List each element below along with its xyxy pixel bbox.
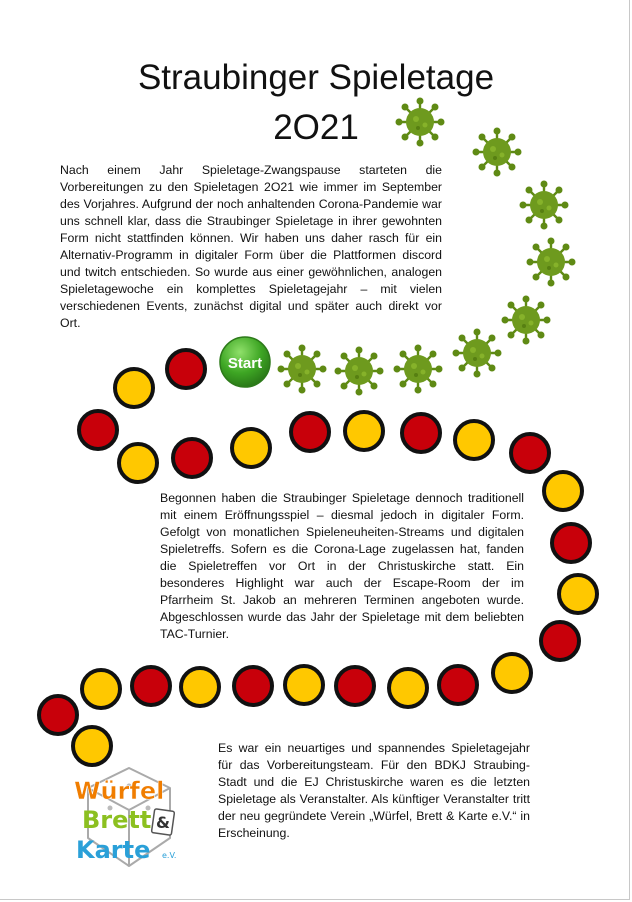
red-field [79,411,117,449]
red-field [439,666,477,704]
red-field [511,434,549,472]
red-field [541,622,579,660]
yellow-field [389,669,427,707]
yellow-field [493,654,531,692]
yellow-field [82,670,120,708]
page-title-line2: 2O21 [273,108,359,147]
page-title-line1: Straubinger Spieletage [137,58,495,97]
red-field [336,667,374,705]
paragraph-program: Begonnen haben die Straubinger Spieletage dennoch traditionell mit einem Eröffnungsspiel – diesmal jedoch in digitaler Form. Gefolgt von monatlichen Spieleneuheiten-Streams und digitalen Spieletreffs. Sofern es die Corona-Lage zugelassen hat, fanden die Spieletreffen vor Ort in der Christuskirche statt. Ein besonderes Highlight war auch der Escape-Room der im Pfarrheim St. Jakob an mehreren Terminen angeboten wurde. Abgeschlossen wurde das Jahr der Spieletage mit dem beliebten TAC-Turnier. [160,491,524,641]
red-field [132,667,170,705]
logo-ampersand-card [151,809,174,836]
virus-icon [278,345,327,394]
yellow-field [544,472,582,510]
paragraph-closing: Es war ein neuartiges und spannendes Spieletagejahr für das Vorbereitungsteam. Für den BDKJ Straubing-Stadt und die EJ Christuskirche waren es die letzten Spieletage als Veranstalter. Als künftiger Veranstalter tritt der neu gegründete Verein „Würfel, Brett & Karte e.V.“ in Erscheinung. [218,741,530,840]
logo-word-wuerfel: Würfel [74,777,165,805]
red-field [402,414,440,452]
logo-suffix: e.V. [162,851,177,860]
virus-icon [520,181,569,230]
yellow-field [73,727,111,765]
virus-icon [502,296,551,345]
red-field [234,667,272,705]
red-field [39,696,77,734]
red-field [173,439,211,477]
logo-ampersand: & [156,813,170,832]
virus-icon [335,347,384,396]
yellow-field [559,575,597,613]
virus-icon [473,128,522,177]
yellow-field [119,444,157,482]
yellow-field [455,421,493,459]
red-field [552,524,590,562]
red-field [291,413,329,451]
red-field [167,350,205,388]
yellow-field [285,666,323,704]
wuerfel-brett-karte-logo [70,766,188,870]
start-field [220,337,270,387]
yellow-field [345,412,383,450]
virus-icon [394,345,443,394]
virus-icon [396,98,445,147]
yellow-field [181,668,219,706]
logo-word-brett: Brett [82,806,152,834]
paragraph-intro: Nach einem Jahr Spieletage-Zwangspause starteten die Vorbereitungen zu den Spieletagen 2O21 wie immer im September des Vorjahres. Aufgrund der noch anhaltenden Corona-Pandemie war uns schnell klar, dass die Straubinger Spieletage in ihrer gewohnten Form nicht stattfinden können. Wir haben uns daher rasch für ein Alternativ-Programm in digitaler Form über die Plattformen discord und twitch entschieden. So wurde aus einer gewöhnlichen, analogen Spieletagewoche ein komplettes Spieletagejahr – mit vielen verschiedenen Events, zunächst digital und später auch direkt vor Ort. [60,163,442,330]
virus-icon [453,329,502,378]
yellow-field [115,369,153,407]
logo-word-karte: Karte [76,836,151,864]
yellow-field [232,429,270,467]
virus-icon [527,238,576,287]
start-label: Start [227,355,263,372]
